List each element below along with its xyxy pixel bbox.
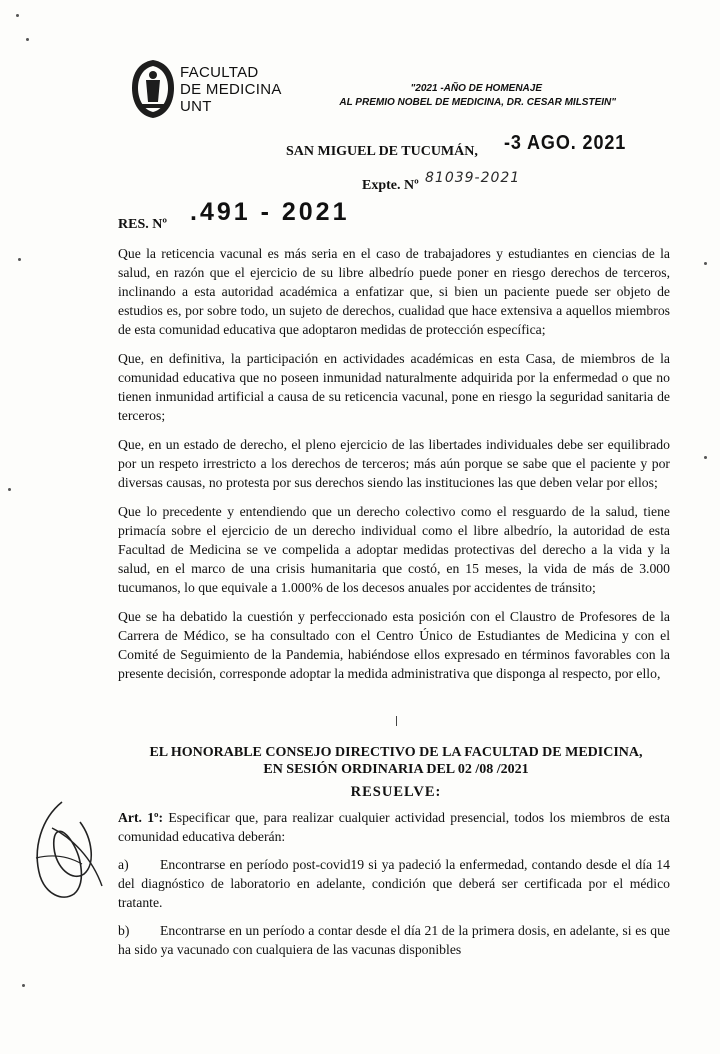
scan-speck xyxy=(18,258,21,261)
article-label: Art. 1º: xyxy=(118,810,164,825)
list-item xyxy=(118,921,670,959)
faculty-title xyxy=(180,64,282,115)
item-letter: a) xyxy=(118,857,129,872)
faculty-line-1: FACULTAD xyxy=(180,64,259,81)
expte-label: Expte. Nº xyxy=(362,178,419,193)
place-line: SAN MIGUEL DE TUCUMÁN, xyxy=(286,144,478,159)
scan-speck xyxy=(8,488,11,491)
paragraph: Que, en definitiva, la participación en actividades académicas en esta Casa, de miembros de la comunidad educativa que no poseen inmunidad naturalmente adquirida por la enfermedad o que no tienen inmunidad artificial a causa de su reticencia vacunal, pone en riesgo la seguridad sanitaria de terceros; xyxy=(118,351,670,423)
university-seal-icon xyxy=(128,58,178,120)
motto-line-1: "2021 -AÑO DE HOMENAJE xyxy=(410,83,542,94)
resuelve-heading: RESUELVE: xyxy=(350,784,442,800)
year-motto xyxy=(339,82,616,110)
resolution-number: .491 - 2021 xyxy=(190,198,350,226)
scan-speck xyxy=(704,262,707,265)
faculty-line-3: UNT xyxy=(180,98,212,115)
council-line-2: EN SESIÓN ORDINARIA DEL 02 /08 /2021 xyxy=(263,762,529,777)
resolution-label: RES. Nº xyxy=(118,217,167,232)
list-item xyxy=(118,855,670,912)
date-stamp: -3 AGO. 2021 xyxy=(504,132,627,154)
faculty-line-2: DE MEDICINA xyxy=(180,81,282,98)
expte-handwritten-number: 81039-2021 xyxy=(425,170,521,186)
articles-section xyxy=(118,808,670,968)
scan-speck xyxy=(22,984,25,987)
item-text: Encontrarse en período post-covid19 si ya padeció la enfermedad, contando desde el día 14 del diagnóstico de laboratorio en adelante, condición que deberá ser certificada por el médico tratante. xyxy=(118,857,670,910)
item-text: Encontrarse en un período a contar desde el día 21 de la primera dosis, en adelante, si es que ha sido ya vacunado con cualquiera de las vacunas disponibles xyxy=(118,923,670,957)
paragraph: Que, en un estado de derecho, el pleno ejercicio de las libertades individuales debe ser equilibrado por un respeto irrestricto a los derechos de terceros; más aún porque se sabe que el paciente y por diversas causas, no protesta por sus derechos siendo las instituciones las que deben velar por ellos; xyxy=(118,437,670,490)
item-letter: b) xyxy=(118,923,130,938)
council-line-1: EL HONORABLE CONSEJO DIRECTIVO DE LA FACULTAD DE MEDICINA, xyxy=(149,745,643,760)
paragraph: Que se ha debatido la cuestión y perfeccionado esta posición con el Claustro de Profesores de la Carrera de Médico, se ha consultado con el Centro Único de Estudiantes de Medicina y con el Comité de Seguimiento de la Pandemia, habiéndose ellos expresado en términos favorables con la presente decisión, corresponde adoptar la medida administrativa que disponga al respecto, por ello, xyxy=(118,609,670,681)
margin-mark xyxy=(396,716,397,726)
motto-line-2: AL PREMIO NOBEL DE MEDICINA, DR. CESAR MILSTEIN" xyxy=(339,97,616,108)
paragraph: Que lo precedente y entendiendo que un derecho colectivo como el resguardo de la salud, tiene primacía sobre el ejercicio de un derecho individual como el libre albedrío, la autoridad de esta Facultad de Medicina se ve compelida a adoptar medidas protectivas del derecho a la vida y la salud, en el marco de una crisis humanitaria que costó, en 15 meses, la vida de más de 3.000 tucumanos, lo que equivale a 1.000% de los decesos anuales por accidentes de tránsito; xyxy=(118,504,670,595)
signature-scribble-icon xyxy=(22,798,114,906)
council-heading xyxy=(80,744,712,778)
paragraph: Que la reticencia vacunal es más seria en el caso de trabajadores y estudiantes en ciencias de la salud, en razón que el ejercicio de su libre albedrío puede poner en riesgo derechos de terceros, inclinando a esta autoridad académica a enfatizar que, si bien un paciente puede ser objeto de estudios es, por sobre todo, un sujeto de derechos, cualidad que hace extensiva a aquellos miembros de esta comunidad educativa que adoptaron medidas de protección específica; xyxy=(118,246,670,337)
considerations xyxy=(118,244,670,693)
scan-speck xyxy=(704,456,707,459)
scan-speck xyxy=(26,38,29,41)
article-1 xyxy=(118,808,670,846)
article-text: Especificar que, para realizar cualquier actividad presencial, todos los miembros de esta comunidad educativa deberán: xyxy=(118,810,670,844)
scan-speck xyxy=(16,14,19,17)
